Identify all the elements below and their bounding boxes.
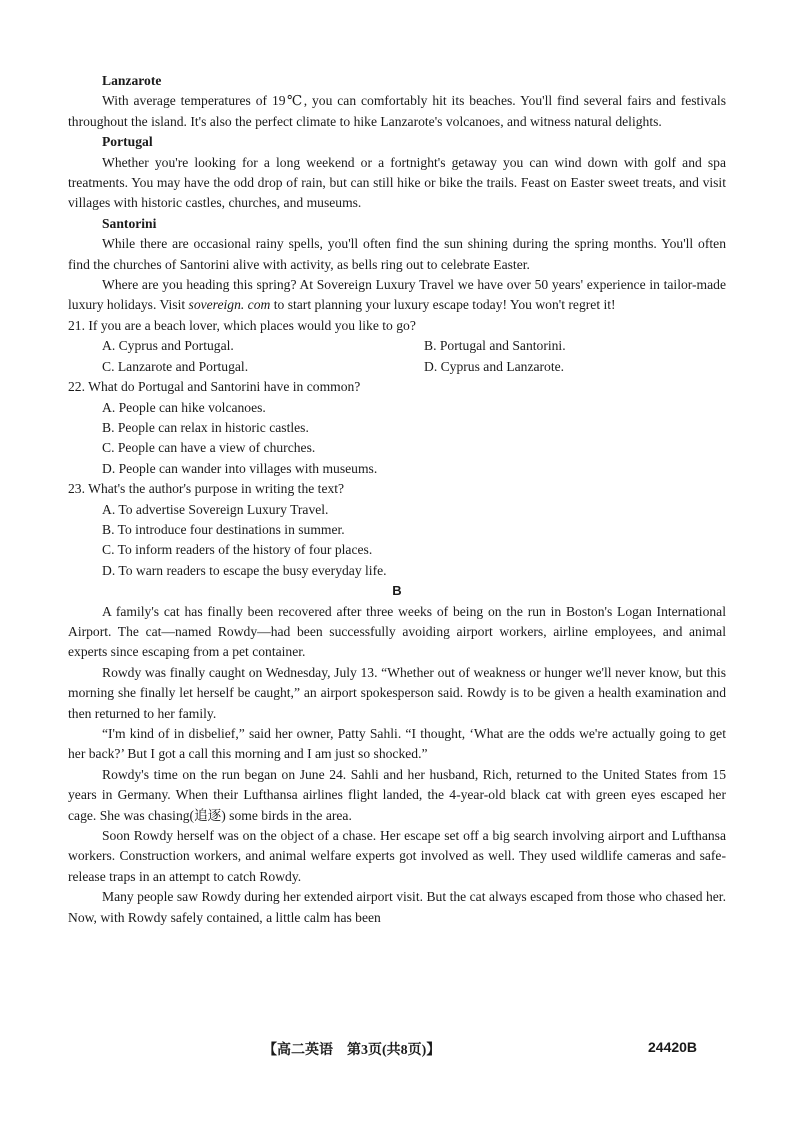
question-21-options xyxy=(68,336,726,377)
paragraph-lanzarote: With average temperatures of 19℃, you can comfortably hit its beaches. You'll find several fairs and festivals throughout the island. It's also the perfect climate to hike Lanzarote's volcanoes, and witness natural delights. xyxy=(68,93,726,129)
option-21-b: B. Portugal and Santorini. xyxy=(424,338,566,354)
paragraph-b-1: A family's cat has finally been recovered after three weeks of being on the run in Boston's Logan International Airport. The cat—named Rowdy—had been successfully avoiding airport workers, airline employees, and animal experts since escaping from a pet container. xyxy=(68,603,726,660)
option-22-c: C. People can have a view of churches. xyxy=(102,440,316,456)
paragraph-b-4: Rowdy's time on the run began on June 24. Sahli and her husband, Rich, returned to the United States from 15 years in Germany. When their Lufthansa airlines flight landed, the 4-year-old black cat with green eyes escaped her cage. She was chasing(追逐) some birds in the area. xyxy=(68,766,726,823)
option-22-d: D. People can wander into villages with museums. xyxy=(102,460,378,476)
option-21-d: D. Cyprus and Lanzarote. xyxy=(424,358,565,374)
question-23-stem: 23. What's the author's purpose in writing the text? xyxy=(68,481,345,497)
option-23-c: C. To inform readers of the history of four places. xyxy=(102,542,373,558)
heading-santorini: Santorini xyxy=(102,215,157,231)
closing-text-2: to start planning your luxury escape today! You won't regret it! xyxy=(270,297,616,313)
paragraph-b-6: Many people saw Rowdy during her extended airport visit. But the cat always escaped from those who chased her. Now, with Rowdy safely contained, a little calm has been xyxy=(68,889,726,925)
page-content xyxy=(68,71,726,928)
option-21-c: C. Lanzarote and Portugal. xyxy=(102,358,249,374)
closing-text-1: Where are you heading this spring? At Sovereign Luxury Travel we have over 50 years' experience in tailor-made luxury holidays. Visit xyxy=(68,277,726,313)
option-22-a: A. People can hike volcanoes. xyxy=(102,399,266,415)
option-22-b: B. People can relax in historic castles. xyxy=(102,419,309,435)
paragraph-b-3: “I'm kind of in disbelief,” said her owner, Patty Sahli. “I thought, ‘What are the odds we're actually going to get her back?’ But I got a call this morning and I am just so shocked.” xyxy=(68,726,726,762)
heading-lanzarote: Lanzarote xyxy=(102,73,162,88)
heading-portugal: Portugal xyxy=(102,134,153,150)
paragraph-closing xyxy=(68,275,726,316)
option-21-a: A. Cyprus and Portugal. xyxy=(102,338,234,354)
option-23-b: B. To introduce four destinations in summer. xyxy=(102,521,345,537)
website-link: sovereign. com xyxy=(188,297,271,313)
page-footer xyxy=(0,1039,794,1061)
option-23-a: A. To advertise Sovereign Luxury Travel. xyxy=(102,501,329,517)
page-info: 【高二英语 第3页(共8页)】 xyxy=(263,1043,441,1058)
exam-code: 24420B xyxy=(648,1039,698,1055)
section-b-title: B xyxy=(392,583,402,599)
question-21-stem: 21. If you are a beach lover, which places would you like to go? xyxy=(68,317,416,333)
paragraph-portugal: Whether you're looking for a long weekend or a fortnight's getaway you can wind down with golf and spa treatments. You may have the odd drop of rain, but can still hike or bike the trails. Feast on Easter sweet treats, and visit villages with historic castles, churches, and museums. xyxy=(68,154,726,211)
question-22-stem: 22. What do Portugal and Santorini have in common? xyxy=(68,379,361,395)
paragraph-santorini: While there are occasional rainy spells, you'll often find the sun shining during the spring months. You'll often find the churches of Santorini alive with activity, as bells ring out to celebrate Easter. xyxy=(68,236,726,272)
option-23-d: D. To warn readers to escape the busy everyday life. xyxy=(102,562,387,578)
paragraph-b-2: Rowdy was finally caught on Wednesday, July 13. “Whether out of weakness or hunger we'll never know, but this morning she finally let herself be caught,” an airport spokesperson said. Rowdy is to be given a health examination and then returned to her family. xyxy=(68,664,726,721)
paragraph-b-5: Soon Rowdy herself was on the object of a chase. Her escape set off a big search involving airport and Lufthansa workers. Construction workers, and animal welfare experts got involved as well. They used wildlife cameras and safe-release traps in an attempt to catch Rowdy. xyxy=(68,828,726,884)
